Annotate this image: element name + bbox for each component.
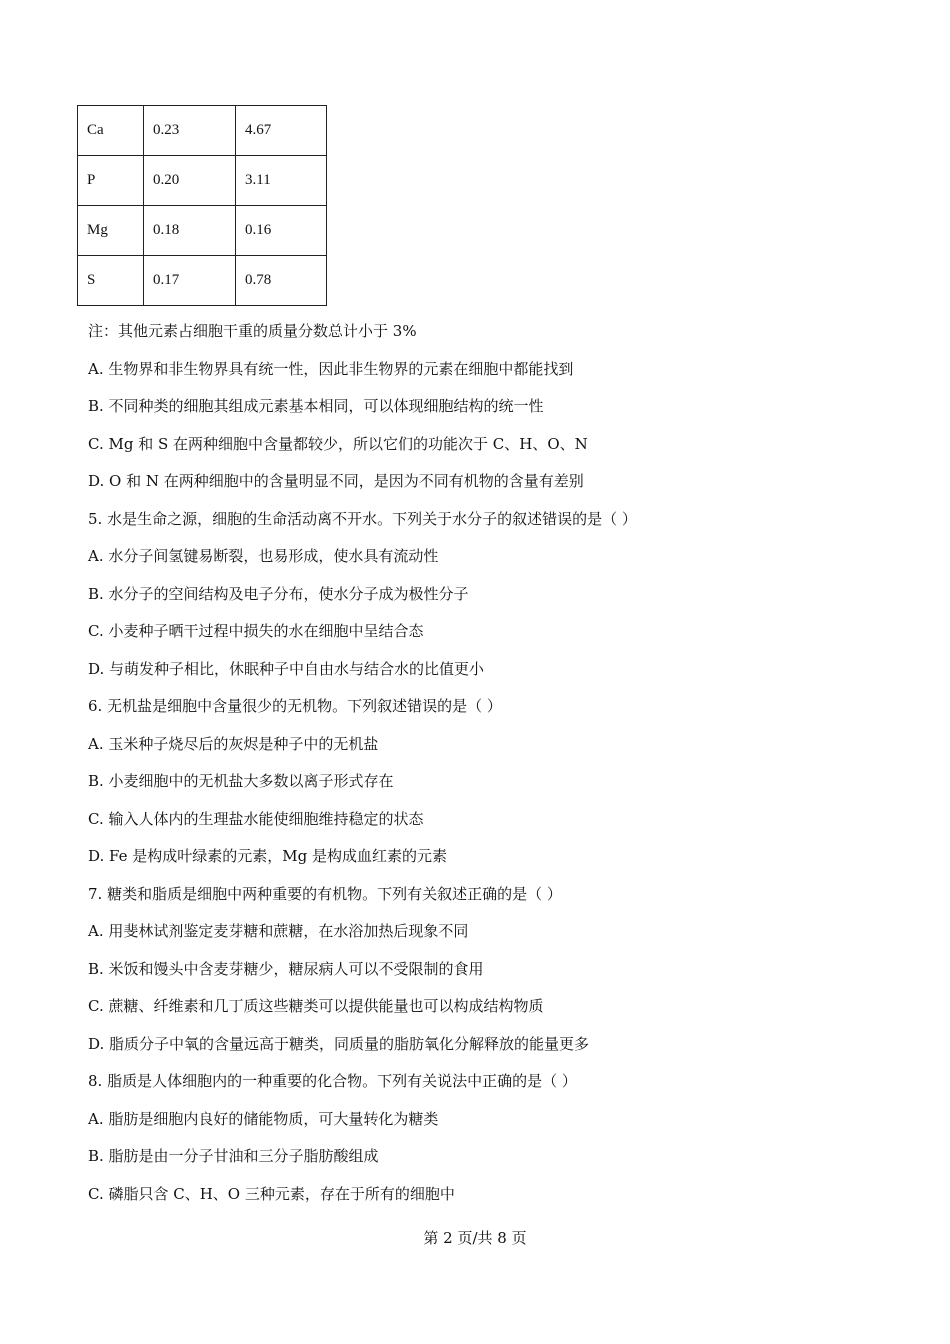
table-cell: S bbox=[78, 256, 144, 306]
text-line: B. 米饭和馒头中含麦芽糖少，糖尿病人可以不受限制的食用 bbox=[88, 959, 484, 978]
text-line: D. O 和 N 在两种细胞中的含量明显不同，是因为不同有机物的含量有差别 bbox=[88, 472, 584, 490]
table-cell: 4.67 bbox=[236, 106, 327, 156]
text-line: C. 蔗糖、纤维素和几丁质这些糖类可以提供能量也可以构成结构物质 bbox=[88, 997, 544, 1015]
text-line: 7. 糖类和脂质是细胞中两种重要的有机物。下列有关叙述正确的是（ ） bbox=[88, 884, 562, 903]
table-cell: Ca bbox=[78, 106, 144, 156]
table-cell: Mg bbox=[78, 206, 144, 256]
table-cell: 0.23 bbox=[144, 106, 236, 156]
text-line: D. 脂质分子中氧的含量远高于糖类，同质量的脂肪氧化分解释放的能量更多 bbox=[88, 1034, 590, 1053]
text-line: A. 玉米种子烧尽后的灰烬是种子中的无机盐 bbox=[88, 734, 379, 753]
text-line: C. Mg 和 S 在两种细胞中含量都较少，所以它们的功能次于 C、H、O、N bbox=[88, 434, 588, 453]
table-cell: 0.18 bbox=[144, 206, 236, 256]
text-line: 5. 水是生命之源，细胞的生命活动离不开水。下列关于水分子的叙述错误的是（ ） bbox=[88, 509, 637, 528]
table-cell: 0.78 bbox=[236, 256, 327, 306]
text-line: B. 脂肪是由一分子甘油和三分子脂肪酸组成 bbox=[88, 1147, 379, 1165]
text-line: C. 小麦种子晒干过程中损失的水在细胞中呈结合态 bbox=[88, 622, 424, 640]
text-line: B. 不同种类的细胞其组成元素基本相同，可以体现细胞结构的统一性 bbox=[88, 397, 544, 415]
table-row bbox=[78, 206, 327, 256]
table-cell: 0.20 bbox=[144, 156, 236, 206]
text-line: B. 水分子的空间结构及电子分布，使水分子成为极性分子 bbox=[88, 584, 469, 603]
table-row bbox=[78, 256, 327, 306]
text-line: 注：其他元素占细胞干重的质量分数总计小于 3% bbox=[88, 322, 417, 340]
table-cell: 3.11 bbox=[236, 156, 327, 206]
text-line: A. 脂肪是细胞内良好的储能物质，可大量转化为糖类 bbox=[88, 1109, 439, 1128]
text-line: D. 与萌发种子相比，休眠种子中自由水与结合水的比值更小 bbox=[88, 659, 485, 678]
table-cell: 0.16 bbox=[236, 206, 327, 256]
text-line: A. 用斐林试剂鉴定麦芽糖和蔗糖，在水浴加热后现象不同 bbox=[88, 922, 469, 940]
text-line: C. 输入人体内的生理盐水能使细胞维持稳定的状态 bbox=[88, 809, 424, 828]
text-line: 6. 无机盐是细胞中含量很少的无机物。下列叙述错误的是（ ） bbox=[88, 697, 502, 715]
text-line: A. 生物界和非生物界具有统一性，因此非生物界的元素在细胞中都能找到 bbox=[88, 359, 574, 378]
table-cell: 0.17 bbox=[144, 256, 236, 306]
table-row bbox=[78, 156, 327, 206]
table-cell: P bbox=[78, 156, 144, 206]
text-line: 8. 脂质是人体细胞内的一种重要的化合物。下列有关说法中正确的是（ ） bbox=[88, 1072, 577, 1090]
text-line: C. 磷脂只含 C、H、O 三种元素，存在于所有的细胞中 bbox=[88, 1184, 455, 1203]
text-line: D. Fe 是构成叶绿素的元素，Mg 是构成血红素的元素 bbox=[88, 847, 447, 865]
element-content-table bbox=[77, 105, 327, 306]
table-row bbox=[78, 106, 327, 156]
question-text bbox=[88, 318, 908, 1218]
page-footer: 第 2 页/共 8 页 bbox=[423, 1229, 527, 1247]
text-line: B. 小麦细胞中的无机盐大多数以离子形式存在 bbox=[88, 772, 394, 790]
text-line: A. 水分子间氢键易断裂，也易形成，使水具有流动性 bbox=[88, 547, 439, 565]
